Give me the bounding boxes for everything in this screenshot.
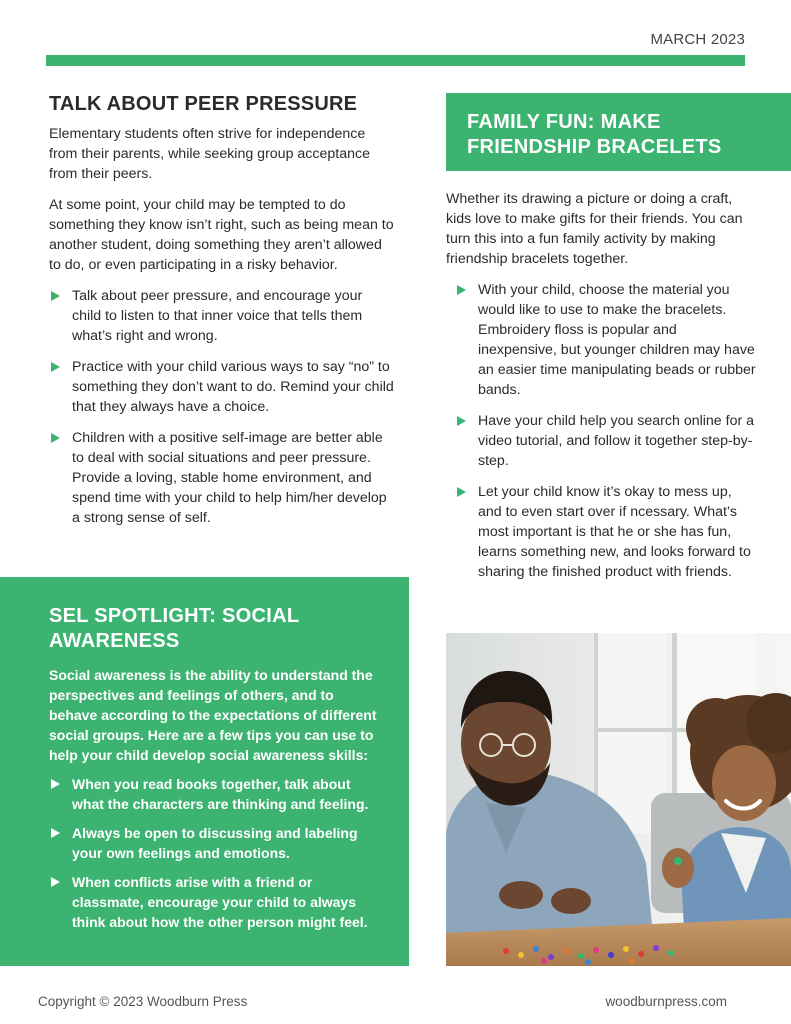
issue-date: MARCH 2023 — [650, 31, 745, 48]
list-item: With your child, choose the material you would like to use to make the bracelets. Embroidery floss is popular and inexpensive, but younger children may have an easier time manipulating beads or rubber bands. — [455, 280, 758, 400]
peer-pressure-paragraph: At some point, your child may be tempted to do something they know isn’t right, such as being mean to another student, doing something they aren’t allowed to do, or even participating in a risky behavior. — [49, 197, 394, 273]
peer-pressure-section — [49, 93, 394, 539]
triangle-right-icon — [51, 828, 60, 838]
list-item: Let your child know it’s okay to mess up, and to even start over if ncessary. What’s most important is that he or she has fun, learns something new, and looks forward to sharing the finished product with friends. — [455, 482, 758, 582]
footer-website: woodburnpress.com — [605, 994, 727, 1009]
footer-copyright: Copyright © 2023 Woodburn Press — [38, 994, 248, 1009]
triangle-right-icon — [51, 362, 60, 372]
sel-spotlight-bullet-list — [49, 774, 384, 932]
peer-pressure-paragraph: Elementary students often strive for independence from their parents, while seeking group acceptance from their peers. — [49, 126, 370, 182]
family-fun-intro: Whether its drawing a picture or doing a craft, kids love to make gifts for their friends. You can turn this into a fun family activity by making friendship bracelets together. — [446, 191, 743, 267]
family-photo — [446, 633, 791, 966]
triangle-right-icon — [457, 487, 466, 497]
sel-spotlight-title: SEL SPOTLIGHT: SOCIAL AWARENESS — [49, 605, 300, 652]
sel-spotlight-box — [0, 577, 409, 966]
triangle-right-icon — [51, 779, 60, 789]
peer-pressure-title: TALK ABOUT PEER PRESSURE — [49, 93, 358, 115]
peer-pressure-bullet-list — [49, 286, 394, 528]
family-fun-header — [446, 93, 791, 171]
list-item: Talk about peer pressure, and encourage your child to listen to that inner voice that tells them what’s right and wrong. — [49, 286, 394, 346]
triangle-right-icon — [51, 877, 60, 887]
list-item: Have your child help you search online for a video tutorial, and follow it together step-by-step. — [455, 411, 758, 471]
family-fun-title: FAMILY FUN: MAKE FRIENDSHIP BRACELETS — [467, 111, 722, 158]
family-fun-bullet-list — [455, 280, 758, 582]
list-item: Children with a positive self-image are better able to deal with social situations and peer pressure. Provide a loving, stable home environment, and spend time with your child to help him/her develop a strong sense of self. — [49, 428, 394, 528]
list-item: When conflicts arise with a friend or classmate, encourage your child to always think about how the other person might feel. — [49, 872, 384, 932]
triangle-right-icon — [457, 416, 466, 426]
triangle-right-icon — [51, 291, 60, 301]
sel-spotlight-intro: Social awareness is the ability to understand the perspectives and feelings of others, and to behave according to the expectations of different social groups. Here are a few tips you can use to help your child develop social awareness skills: — [49, 667, 377, 763]
list-item: Practice with your child various ways to say “no” to something they don’t want to do. Remind your child that they always have a choice. — [49, 357, 394, 417]
list-item: When you read books together, talk about what the characters are thinking and feeling. — [49, 774, 384, 814]
triangle-right-icon — [457, 285, 466, 295]
triangle-right-icon — [51, 433, 60, 443]
list-item: Always be open to discussing and labeling your own feelings and emotions. — [49, 823, 384, 863]
family-fun-section — [446, 189, 758, 593]
header-accent-bar — [46, 55, 745, 66]
family-photo-illustration — [446, 633, 791, 966]
